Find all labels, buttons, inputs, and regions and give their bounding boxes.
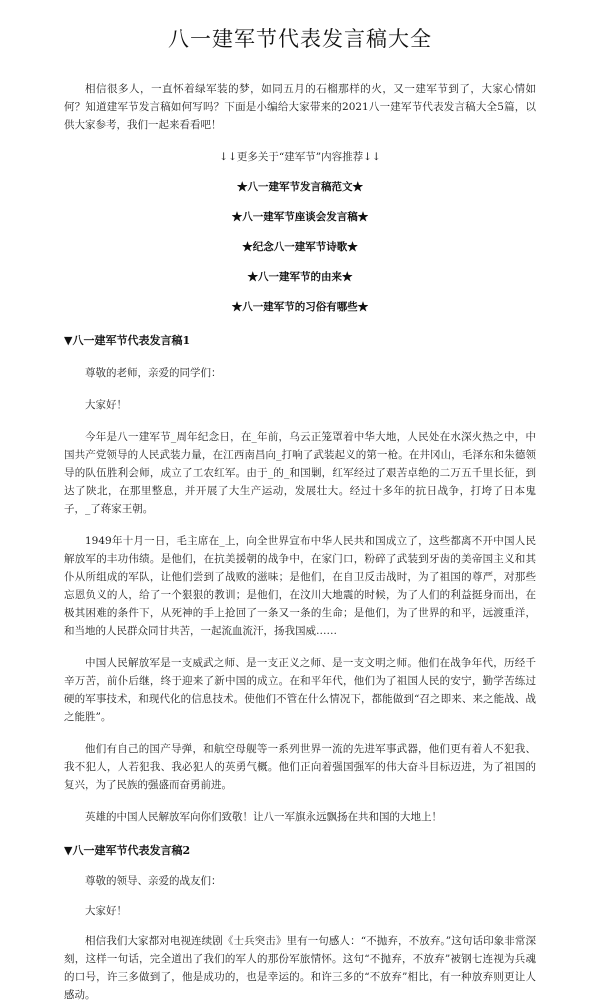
- intro-paragraph: 相信很多人，一直怀着绿军装的梦，如同五月的石榴那样的火，又一建军节到了，大家心情如何？知道建军节发言稿如何写吗？下面是小编给大家带来的2021八一建军节代表发言稿大全5篇，以供大家参考，我们一起来看看吧！: [64, 83, 536, 131]
- speech-1-greeting: 大家好！: [85, 399, 127, 411]
- speech-2: [64, 842, 536, 1004]
- document-title: 八一建军节代表发言稿大全: [168, 27, 432, 51]
- recommend-link-origin[interactable]: ★八一建军节的由来★: [247, 271, 353, 283]
- speech-1-paragraph: 他们有自己的国产导弹，和航空母舰等一系列世界一流的先进军事武器，他们更有着人不犯我、我不犯人，人若犯我、我必犯人的英勇气概。他们正向着强国强军的伟大奋斗目标迈进，为了祖国的复兴，为了民族的强盛而奋勇前进。: [64, 743, 536, 791]
- speech-1: [64, 332, 536, 826]
- recommend-link-customs[interactable]: ★八一建军节的习俗有哪些★: [231, 301, 369, 313]
- speech-1-paragraph: 今年是八一建军节_周年纪念日，在_年前，乌云正笼罩着中华大地，人民处在水深火热之中，中国共产党领导的人民武装力量，在江西南昌向_打响了武装起义的第一枪。在井冈山，毛泽东和朱德领导的队伍胜利会师，成立了工农红军。由于_的_和国剿，红军经过了艰苦卓绝的二万五千里长征，到达了陕北，在那里整息，并开展了大生产运动，发展壮大。经过十多年的抗日战争，打垮了日本鬼子，_了蒋家王朝。: [64, 431, 536, 515]
- speech-1-paragraph: 1949年十月一日，毛主席在_上，向全世界宣布中华人民共和国成立了，这些都离不开中国人民解放军的丰功伟绩。是他们，在抗美援朝的战争中，在家门口，粉碎了武装到牙齿的美帝国主义和其仆从所组成的军队，让他们尝到了战败的滋味；是他们，在自卫反击战时，为了祖国的尊严，对那些忘恩负义的人，给了一个狠狠的教训；是他们，在汶川大地震的时候，为了人们的利益挺身而出，在极其困难的条件下，从死神的手上抢回了一条又一条的生命；是他们，为了世界的和平，远渡重洋，和当地的人民群众同甘共苦，一起流血流汗，扬我国威……: [64, 535, 536, 637]
- speech-2-salutation: 尊敬的领导、亲爱的战友们：: [85, 875, 222, 887]
- recommend-link-speech-samples[interactable]: ★八一建军节发言稿范文★: [237, 181, 363, 193]
- speech-2-paragraph: 相信我们大家都对电视连续剧《士兵突击》里有一句感人：“不抛弃，不放弃。”这句话印象非常深刻，这样一句话，完全道出了我们的军人的那份军旅情怀。这句“不抛弃，不放弃”被钢七连视为兵魂的口号，许三多做到了，他是成功的，也是幸运的。和许三多的“不放弃”相比，有一种放弃则更让人感动。: [64, 935, 536, 1001]
- speech-2-heading: ▼八一建军节代表发言稿2: [64, 844, 191, 857]
- recommend-heading: ↓↓更多关于“建军节”内容推荐↓↓: [219, 151, 381, 163]
- recommend-link-symposium-speech[interactable]: ★八一建军节座谈会发言稿★: [231, 211, 369, 223]
- speech-1-paragraph: 中国人民解放军是一支威武之师、是一支正义之师、是一支文明之师。他们在战争年代，历经千辛万苦，前仆后继，终于迎来了新中国的成立。在和平年代，他们为了祖国人民的安宁，勤学苦练过硬的军事技术，和现代化的信息技术。使他们不管在什么情况下，都能做到“召之即来、来之能战、战之能胜”。: [64, 657, 536, 723]
- speech-1-paragraph: 英雄的中国人民解放军向你们致敬！让八一军旗永远飘扬在共和国的大地上！: [85, 811, 442, 823]
- speech-1-salutation: 尊敬的老师，亲爱的同学们：: [85, 367, 222, 379]
- speech-1-heading: ▼八一建军节代表发言稿1: [64, 334, 191, 347]
- recommend-list: [64, 178, 536, 316]
- recommend-link-poems[interactable]: ★纪念八一建军节诗歌★: [242, 241, 358, 253]
- speech-2-greeting: 大家好！: [85, 905, 127, 917]
